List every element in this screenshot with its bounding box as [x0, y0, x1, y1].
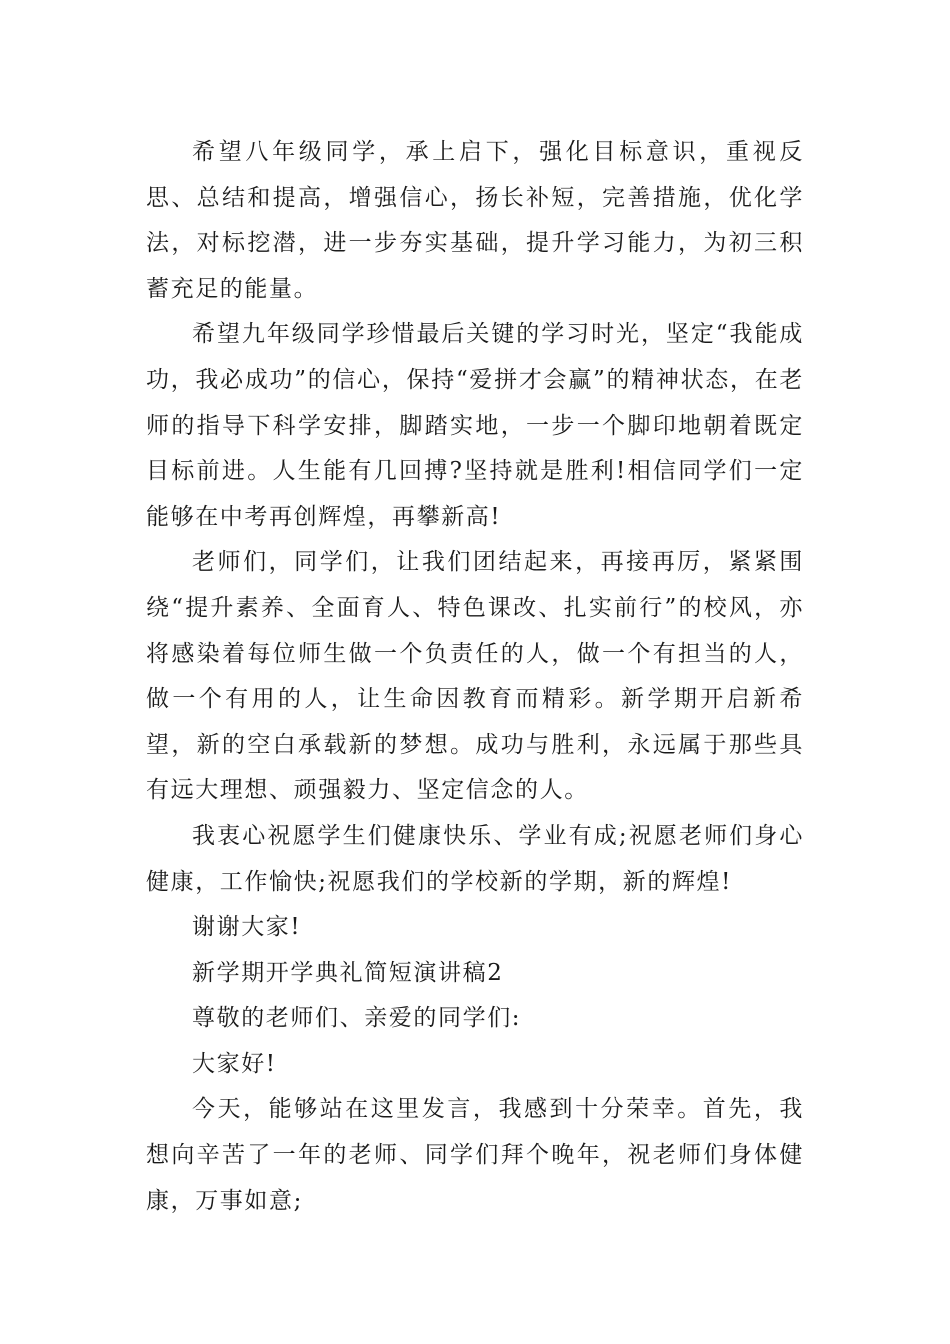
paragraph-thanks: 谢谢大家! — [192, 914, 302, 941]
paragraph-grade8-hopes: 希望八年级同学，承上启下，强化目标意识，重视反思、总结和提高，增强信心，扬长补短，完善措施，优化学法，对标挖潜，进一步夯实基础，提升学习能力，为初三积蓄充足的能量。 — [146, 139, 804, 302]
greeting: 大家好! — [192, 1050, 277, 1077]
paragraph-unite-call: 老师们，同学们，让我们团结起来，再接再厉，紧紧围绕“提升素养、全面育人、特色课改、扎实前行”的校风，亦将感染着每位师生做一个负责任的人，做一个有担当的人，做一个有用的人，让生命因教育而精彩。新学期开启新希望，新的空白承载新的梦想。成功与胜利，永远属于那些具有远大理想、顽强毅力、坚定信念的人。 — [146, 549, 804, 804]
section-title: 新学期开学典礼简短演讲稿2 — [192, 959, 504, 986]
salutation: 尊敬的老师们、亲爱的同学们: — [192, 1005, 522, 1032]
paragraph-opening: 今天，能够站在这里发言，我感到十分荣幸。首先，我想向辛苦了一年的老师、同学们拜个晚年，祝老师们身体健康，万事如意; — [146, 1096, 804, 1214]
paragraph-grade9-hopes: 希望九年级同学珍惜最后关键的学习时光，坚定“我能成功，我必成功”的信心，保持“爱拼才会赢”的精神状态，在老师的指导下科学安排，脚踏实地，一步一个脚印地朝着既定目标前进。人生能有几回搏?坚持就是胜利!相信同学们一定能够在中考再创辉煌，再攀新高! — [146, 321, 804, 530]
paragraph-wishes: 我衷心祝愿学生们健康快乐、学业有成;祝愿老师们身心健康，工作愉快;祝愿我们的学校新的学期，新的辉煌! — [146, 822, 804, 895]
